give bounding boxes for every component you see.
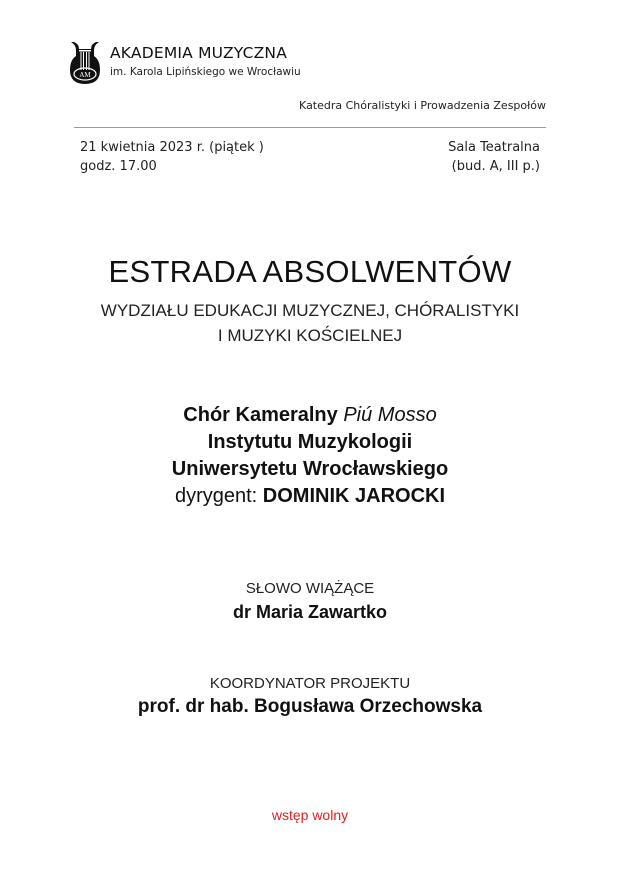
venue-name: Sala Teatralna [448, 140, 540, 155]
credit-role: KOORDYNATOR PROJEKTU [209, 675, 411, 692]
choir-prefix: Chór Kameralny [183, 404, 344, 426]
venue-detail: (bud. A, III p.) [451, 159, 540, 174]
institution-name: AKADEMIA MUZYCZNA [110, 44, 288, 62]
event-venue [448, 138, 540, 176]
credit-role: SŁOWO WIĄŻĄCE [245, 580, 375, 597]
lyre-icon [68, 40, 102, 86]
department-name: Katedra Chóralistyki i Prowadzenia Zespołów [299, 99, 546, 112]
choir-name-line [0, 402, 620, 429]
admission-note: wstęp wolny [271, 807, 349, 823]
event-title: ESTRADA ABSOLWENTÓW [108, 254, 512, 289]
event-datetime [80, 138, 264, 176]
institution-subtitle: im. Karola Lipińskiego we Wrocławiu [110, 66, 301, 78]
conductor-name: DOMINIK JAROCKI [262, 485, 446, 507]
conductor-line [0, 483, 620, 510]
performer-block [0, 402, 620, 510]
credit-name: prof. dr hab. Bogusława Orzechowska [137, 696, 483, 717]
choir-institute: Instytutu Muzykologii [207, 431, 413, 453]
event-subtitle-line2: I MUZYKI KOŚCIELNEJ [217, 326, 403, 345]
header-divider [74, 127, 546, 128]
event-subtitle-line1: WYDZIAŁU EDUKACJI MUZYCZNEJ, CHÓRALISTYKI [100, 301, 520, 320]
event-date: 21 kwietnia 2023 r. (piątek ) [80, 140, 264, 155]
credit-name: dr Maria Zawartko [232, 602, 388, 622]
conductor-label: dyrygent: [174, 485, 263, 507]
svg-text:AM: AM [79, 71, 91, 79]
choir-name: Piú Mosso [343, 404, 437, 426]
event-time: godz. 17.00 [80, 159, 157, 174]
choir-university: Uniwersytetu Wrocławskiego [171, 458, 449, 480]
